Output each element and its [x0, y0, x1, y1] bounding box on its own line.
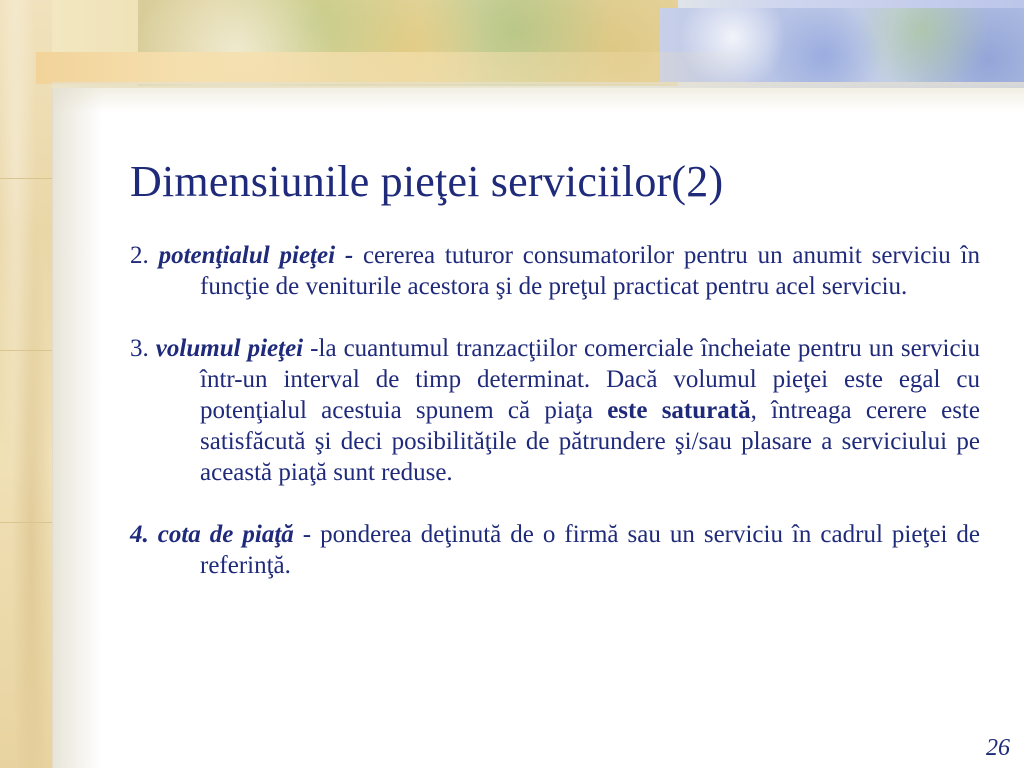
gold-accent-bar — [36, 52, 756, 84]
slide-title: Dimensiunile pieţei serviciilor(2) — [130, 157, 724, 206]
item-term: potenţialul pieţei - — [158, 242, 354, 269]
item-number: 2. — [130, 242, 149, 269]
list-item — [130, 333, 980, 488]
parchment-seam — [0, 522, 52, 523]
item-text: , întreaga cerere este satisfăcută şi deci posibilităţile de pătrundere şi/sau plasare a serviciului pe această piaţă sunt reduse. — [200, 397, 980, 486]
parchment-seam — [0, 178, 52, 179]
parchment-seam — [0, 350, 52, 351]
item-text: -la cuantumul tranzacţiilor comerciale încheiate pentru un serviciu într-un interval de timp determinat. Dacă volumul pieţei este egal cu potenţialul acestuia spunem că piaţa — [200, 335, 980, 424]
item-term: volumul pieţei — [155, 335, 304, 362]
item-text: cererea tuturor consumatorilor pentru un anumit serviciu în funcţie de veniturile acestora şi de preţul practicat pentru acel serviciu. — [200, 242, 980, 300]
left-shadow — [52, 88, 102, 768]
slide-content — [130, 240, 980, 612]
banner-shadow — [52, 82, 1024, 112]
item-text: - ponderea deţinută de o firmă sau un serviciu în cadrul pieţei de referinţă. — [200, 521, 981, 579]
item-emphasis: este saturată — [607, 397, 751, 424]
parchment-border — [0, 0, 53, 768]
list-item — [130, 240, 980, 302]
page-number: 26 — [986, 735, 1010, 761]
item-number: 3. — [130, 335, 149, 362]
list-item — [130, 519, 980, 581]
item-term: 4. cota de piaţă — [130, 521, 294, 548]
